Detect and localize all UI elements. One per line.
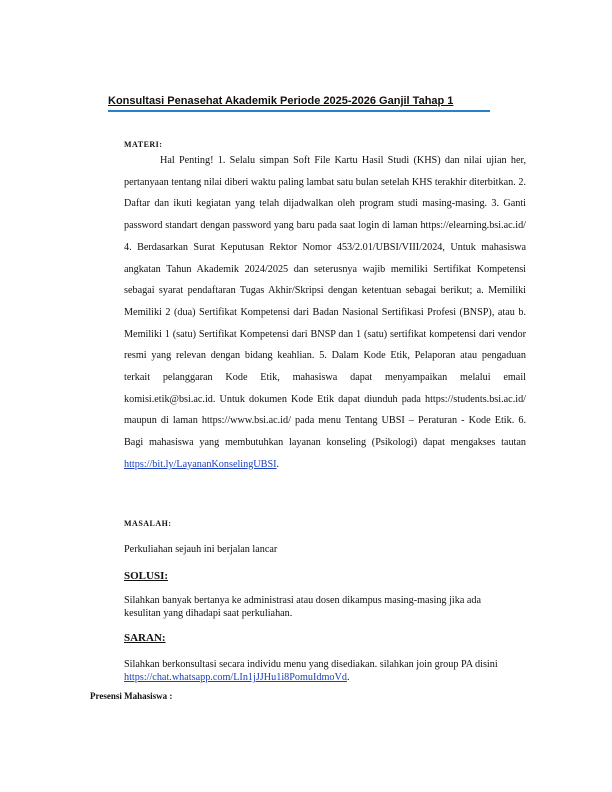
konseling-link[interactable]: https://bit.ly/LayananKonselingUBSI xyxy=(124,458,277,470)
title-underline-rule xyxy=(108,110,490,112)
masalah-label: MASALAH: xyxy=(124,519,172,528)
solusi-text: Silahkan banyak bertanya ke administrasi atau dosen dikampus masing-masing jika ada kesulitan yang dihadapi saat perkuliahan. xyxy=(124,595,482,619)
solusi-heading: SOLUSI: xyxy=(124,570,169,582)
saran-heading: SARAN: xyxy=(124,632,166,644)
saran-text: Silahkan berkonsultasi secara individu menu yang disediakan. silahkan join group PA disini xyxy=(124,659,498,670)
materi-text: Hal Penting! 1. Selalu simpan Soft File Kartu Hasil Studi (KHS) dan nilai ujian her, pertanyaan tentang nilai diberi waktu paling lambat satu bulan setelah KHS terakhir diterbitkan. 2. Daftar dan ikuti kegiatan yang telah dijadwalkan oleh program studi masing-masing. 3. Ganti password standart dengan password yang baru pada saat login di laman https://elearning.bsi.ac.id/ 4. Berdasarkan Surat Keputusan Rektor Nomor 453/2.01/UBSI/VIII/2024, Untuk mahasiswa angkatan Tahun Akademik 2024/2025 dan seterusnya wajib memiliki Sertifikat Kompetensi sebagai syarat pendaftaran Tugas Akhir/Skripsi dengan ketentuan sebagai berikut; a. Memiliki Memiliki 2 (dua) Sertifikat Kompetensi dari Badan Nasional Sertifikasi Profesi (BNSP), atau b. Memiliki 1 (satu) Sertifikat Kompetensi dari BNSP dan 1 (satu) sertifikat kompetensi dari vendor resmi yang relevan dengan bidang keahlian. 5. Dalam Kode Etik, Pelaporan atau pengaduan terkait pelanggaran Kode Etik, mahasiswa dapat menyampaikan melalui email komisi.etik@bsi.ac.id. Untuk dokumen Kode Etik dapat diunduh pada https://students.bsi.ac.id/ maupun di laman https://www.bsi.ac.id/ pada menu Tentang UBSI – Peraturan - Kode Etik. 6. Bagi mahasiswa yang membutuhkan layanan konseling (Psikologi) dapat mengakses tautan xyxy=(124,155,526,449)
materi-paragraph xyxy=(124,150,526,476)
materi-label: MATERI: xyxy=(124,140,163,149)
masalah-text: Perkuliahan sejauh ini berjalan lancar xyxy=(124,544,278,555)
document-title: Konsultasi Penasehat Akademik Periode 2025-2026 Ganjil Tahap 1 xyxy=(108,95,454,107)
presensi-label: Presensi Mahasiswa : xyxy=(90,691,173,701)
whatsapp-group-link[interactable]: https://chat.whatsapp.com/LIn1jJJHu1i8PomuIdmoVd xyxy=(124,672,347,683)
saran-text-end: . xyxy=(346,672,350,683)
materi-text-end: . xyxy=(276,458,280,470)
saran-paragraph xyxy=(124,658,526,684)
